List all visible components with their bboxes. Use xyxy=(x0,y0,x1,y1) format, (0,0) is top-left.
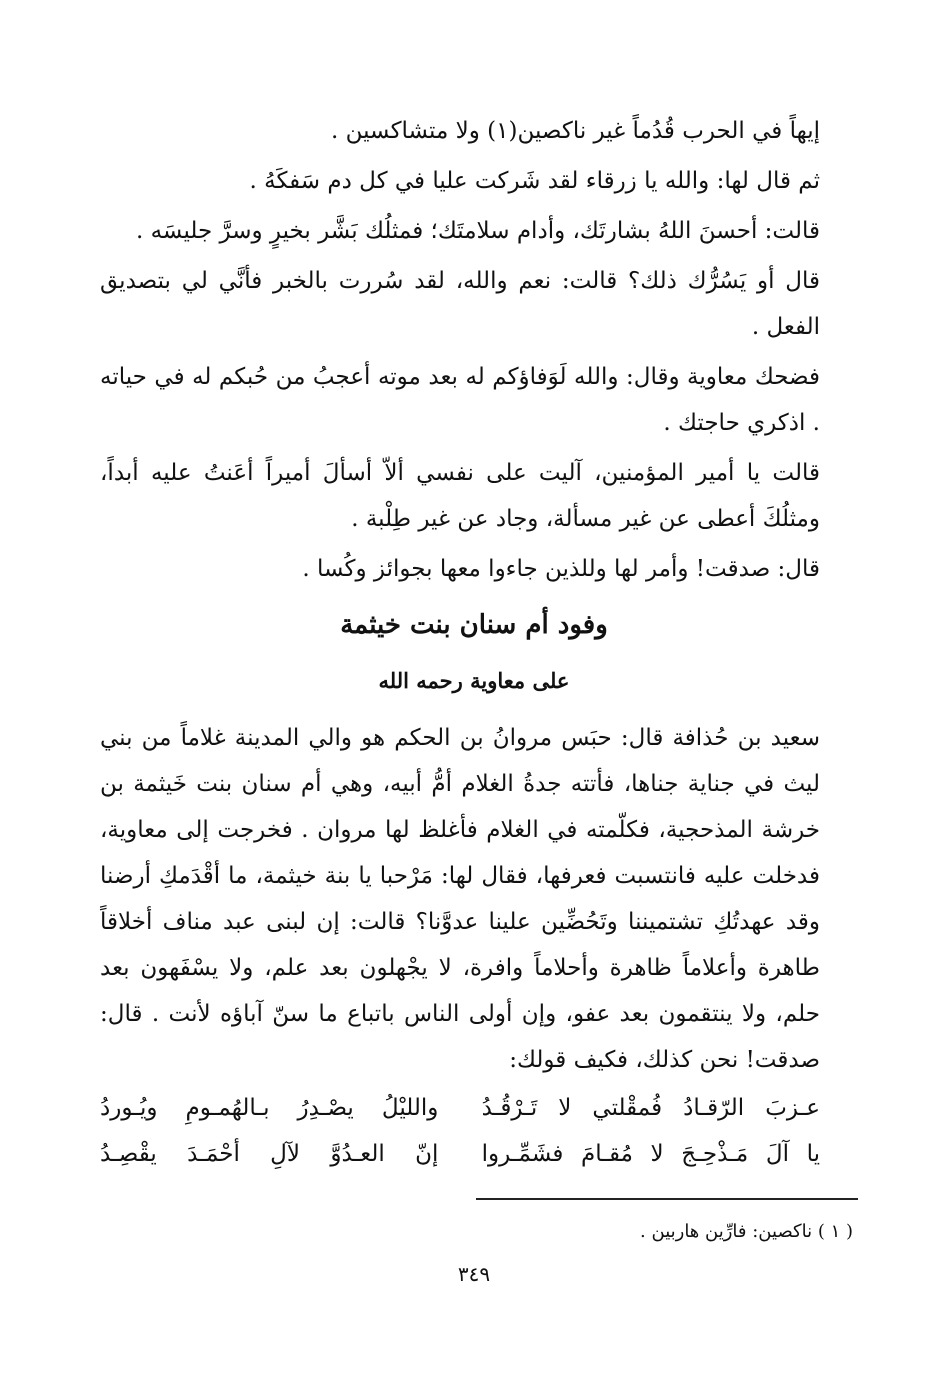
poem-verse xyxy=(100,1085,820,1131)
section-title: وفود أم سنان بنت خيثمة xyxy=(340,610,608,640)
paragraph: فضحك معاوية وقال: والله لَوَفاؤكم له بعد موته أعجبُ من حُبكم له في حياته . اذكري حاجتك . xyxy=(100,364,820,436)
section-subtitle: على معاوية رحمه الله xyxy=(378,668,570,693)
page-number: ٣٤٩ xyxy=(457,1262,491,1286)
poem-verse xyxy=(100,1131,820,1177)
paragraph: ثم قال لها: والله يا زرقاء لقد شَركت عليا في كل دم سَفكَهُ . xyxy=(249,168,820,194)
paragraph: قال أو يَسُرُّك ذلك؟ قالت: نعم والله، لقد سُررت بالخبر فأنَّي لي بتصديق الفعل . xyxy=(100,268,820,340)
paragraph: سعيد بن حُذافة قال: حبَس مروانُ بن الحكم هو والي المدينة غلاماً من بني ليث في جناية جناها، فأتته جدةُ الغلام أمُّ أبيه، وهي أم سنان بنت خَيثمة بن خرشة المذحجية، فكلّمته في الغلام فأغلظ لها مروان . فخرجت إلى معاوية، فدخلت عليه فانتسبت فعرفها، فقال لها: مَرْحبا يا بنة خيثمة، ما أقْدَمكِ أرضنا وقد عهدتُكِ تشتميننا وتَحُضِّين علينا عدوَّنا؟ قالت: إن لبنى عبد مناف أخلاقاً طاهرة وأعلاماً ظاهرة وأحلاماً وافرة، لا يجْهلون بعد علم، ولا يسْفَهون بعد حلم، ولا ينتقمون بعد عفو، وإن أولى الناس باتباع ما سنّ آباؤه لأنت . قال: صدقت! نحن كذلك، فكيف قولك: xyxy=(100,725,821,1073)
verse-first-hemistich: عـزبَ الرّقـادُ فُمقْلتي لا تَـرْقُـدُ xyxy=(481,1095,820,1121)
verse-second-hemistich: إنّ العـدُوَّ لآلِ أحْمَـدَ يقْصِـدُ xyxy=(100,1141,439,1167)
verse-first-hemistich: يا آلَ مَـذْحِـجَ لا مُقـامَ فشَمِّـروا xyxy=(481,1141,820,1167)
top-text-block xyxy=(100,108,820,596)
poem xyxy=(100,1085,820,1177)
paragraph: قال: صدقت! وأمر لها وللذين جاءوا معها بجوائز وكُسا . xyxy=(302,556,820,582)
paragraph: إيهاً في الحرب قُدُماً غير ناكصين(١) ولا متشاكسين . xyxy=(330,118,820,144)
body-text-block xyxy=(100,715,820,1087)
footnote-divider xyxy=(476,1198,858,1200)
footnote: ( ١ ) ناكصين: فارِّين هاربين . xyxy=(640,1221,853,1242)
verse-second-hemistich: والليْلُ يصْـدِرُ بـالهُمـومِ ويُـوردُ xyxy=(100,1095,439,1121)
paragraph: قالت يا أمير المؤمنين، آليت على نفسي ألاّ أسألَ أميراً أعَنتُ عليه أبداً، ومثلُكَ أعطى عن غير مسألة، وجاد عن غير طِلْبة . xyxy=(100,460,820,532)
paragraph: قالت: أحسنَ اللهُ بشارتَك، وأدام سلامتَك؛ فمثلُك بَشَّر بخيرٍ وسرَّ جليسَه . xyxy=(135,218,820,244)
